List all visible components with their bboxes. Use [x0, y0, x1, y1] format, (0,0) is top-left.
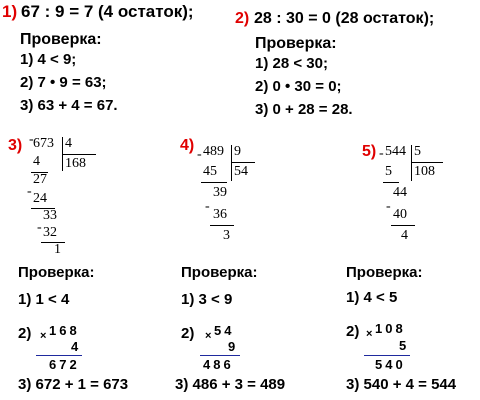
minus-sign: - [205, 199, 210, 214]
division-bracket-vertical [411, 145, 412, 181]
multiply-sign: × [205, 330, 212, 342]
exercise-4-check-1: 1) 3 < 9 [181, 291, 233, 308]
exercise-1-check-title: Проверка: [20, 31, 102, 48]
step-line [210, 225, 234, 226]
divisor: 9 [234, 144, 241, 159]
multiply-sign: × [366, 328, 373, 340]
product: 672 [49, 357, 80, 372]
exercise-3-check-2-label: 2) [18, 325, 32, 342]
step-subtrahend: 40 [393, 207, 407, 222]
multiplicand: 108 [375, 321, 406, 336]
step-remainder: 4 [401, 228, 408, 243]
minus-sign: - [27, 184, 32, 199]
step-subtrahend: 36 [213, 207, 227, 222]
multiplier: 5 [399, 338, 407, 353]
exercise-4-check-3: 3) 486 + 3 = 489 [175, 376, 286, 393]
exercise-3-check-3: 3) 672 + 1 = 673 [18, 376, 129, 393]
step-remainder: 1 [54, 242, 61, 257]
divisor: 5 [414, 144, 421, 159]
quotient: 168 [65, 156, 86, 171]
exercise-3-check-1: 1) 1 < 4 [18, 291, 70, 308]
exercise-2-number: 2) [235, 10, 250, 27]
exercise-4-check-title: Проверка: [181, 264, 258, 281]
minus-sign: - [29, 132, 34, 147]
product: 540 [375, 357, 406, 372]
exercise-2-check-2: 2) 0 • 30 = 0; [255, 78, 342, 95]
exercise-1-check-2: 2) 7 • 9 = 63; [20, 74, 107, 91]
step-subtrahend: 45 [203, 164, 217, 179]
multiplication-line [200, 355, 240, 356]
step-subtrahend: 32 [43, 225, 57, 240]
division-bracket-horizontal [411, 162, 443, 163]
exercise-5-check-title: Проверка: [346, 264, 423, 281]
exercise-2-check-1: 1) 28 < 30; [255, 55, 328, 72]
minus-sign: - [197, 147, 202, 162]
exercise-5-check-1: 1) 4 < 5 [346, 289, 398, 306]
exercise-1-number: 1) [2, 2, 18, 21]
exercise-4-number: 4) [180, 137, 195, 154]
multiplier: 4 [71, 339, 79, 354]
exercise-1-check-1: 1) 4 < 9; [20, 51, 77, 68]
multiplication-line [364, 355, 410, 356]
exercise-5-check-3: 3) 540 + 4 = 544 [346, 376, 457, 393]
step-remainder: 3 [223, 228, 230, 243]
multiplication-line [36, 355, 82, 356]
multiplicand: 168 [49, 323, 80, 338]
minus-sign: - [386, 199, 391, 214]
quotient: 108 [414, 164, 435, 179]
step-line [41, 242, 65, 243]
product: 486 [203, 357, 234, 372]
quotient: 54 [234, 164, 248, 179]
exercise-2-check-3: 3) 0 + 28 = 28. [255, 101, 353, 118]
dividend: 489 [203, 144, 224, 159]
step-line [383, 182, 399, 183]
exercise-4-check-2-label: 2) [181, 325, 195, 342]
exercise-3-number: 3) [8, 137, 23, 154]
division-bracket-horizontal [62, 154, 96, 155]
minus-sign: - [379, 146, 384, 161]
exercise-5-number: 5) [362, 143, 377, 160]
exercise-3-check-title: Проверка: [18, 264, 95, 281]
minus-sign: - [37, 220, 42, 235]
divisor: 4 [65, 136, 72, 151]
step-subtrahend: 24 [33, 191, 47, 206]
step-remainder: 44 [393, 185, 407, 200]
dividend: 544 [385, 144, 406, 159]
step-remainder: 39 [213, 185, 227, 200]
step-line [201, 182, 227, 183]
multiplicand: 54 [214, 323, 235, 338]
exercise-2-equation: 28 : 30 = 0 (28 остаток); [254, 10, 435, 27]
division-bracket-vertical [231, 145, 232, 181]
dividend: 673 [33, 136, 54, 151]
multiplier: 9 [228, 339, 236, 354]
step-line [391, 225, 415, 226]
step-subtrahend: 5 [385, 164, 392, 179]
exercise-2-check-title: Проверка: [255, 35, 337, 52]
step-subtrahend: 4 [33, 154, 40, 169]
exercise-5-check-2-label: 2) [346, 323, 360, 340]
multiply-sign: × [40, 330, 47, 342]
division-bracket-horizontal [231, 162, 255, 163]
step-remainder: 33 [43, 208, 57, 223]
exercise-1-equation: 67 : 9 = 7 (4 остаток); [21, 2, 194, 21]
step-remainder: 27 [33, 172, 47, 187]
exercise-1-check-3: 3) 63 + 4 = 67. [20, 97, 118, 114]
